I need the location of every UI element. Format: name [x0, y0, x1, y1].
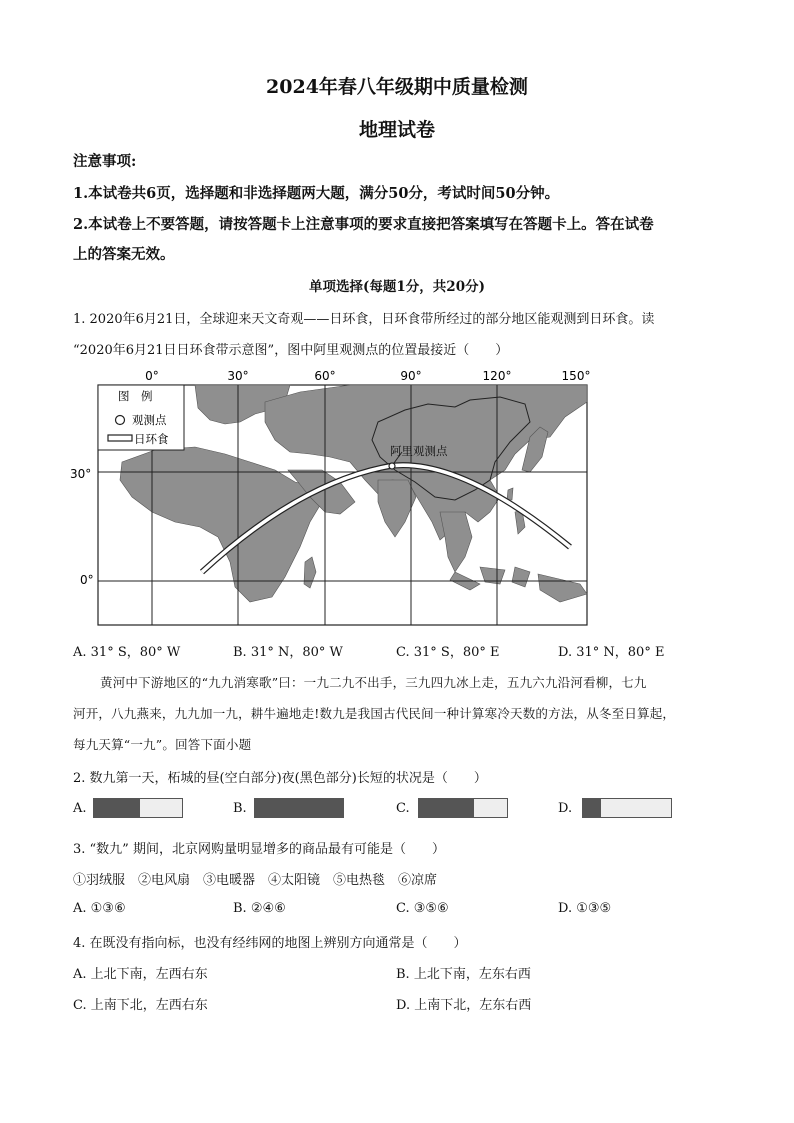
- q2-option-d-letter[interactable]: D.: [558, 801, 573, 816]
- station-marker: [389, 463, 395, 469]
- q2-option-c-letter[interactable]: C.: [396, 801, 410, 816]
- lon-label: 150°: [561, 369, 591, 383]
- legend-title: 图 例: [118, 389, 153, 403]
- q3-items: ①羽绒服 ②电风扇 ③电暖器 ④太阳镜 ⑤电热毯 ⑥凉席: [73, 873, 438, 888]
- legend-band-label: 日环食: [134, 432, 169, 446]
- q1-option-c[interactable]: C. 31° S，80° E: [396, 645, 500, 660]
- q3-option-c[interactable]: C. ③⑤⑥: [396, 901, 449, 916]
- legend-point-label: 观测点: [132, 413, 167, 427]
- lon-label: 120°: [482, 369, 512, 383]
- q2-stem: 2. 数九第一天，柘城的昼(空白部分)夜(黑色部分)长短的状况是（ ）: [73, 771, 487, 786]
- notice-item-2-cont: 上的答案无效。: [73, 246, 175, 263]
- exam-title: 2024年春八年级期中质量检测: [266, 76, 528, 98]
- q4-option-d[interactable]: D. 上南下北，左东右西: [396, 998, 532, 1013]
- q2-option-c-bar[interactable]: [418, 798, 508, 818]
- q1-stem-line2: “2020年6月21日日环食带示意图”，图中阿里观测点的位置最接近（ ）: [73, 343, 509, 358]
- q4-option-a[interactable]: A. 上北下南，左西右东: [73, 967, 208, 982]
- q2-option-a-letter[interactable]: A.: [73, 801, 87, 816]
- q1-option-a[interactable]: A. 31° S，80° W: [73, 645, 181, 660]
- q4-stem: 4. 在既没有指向标，也没有经纬网的地图上辨别方向通常是（ ）: [73, 936, 467, 951]
- q2-option-d-bar[interactable]: [582, 798, 672, 818]
- legend-band-icon: [108, 435, 132, 441]
- q3-option-a[interactable]: A. ①③⑥: [73, 901, 126, 916]
- lat-label: 0°: [80, 573, 94, 587]
- q4-option-c[interactable]: C. 上南下北，左西右东: [73, 998, 208, 1013]
- passage-line2: 河开，八九燕来，九九加一九，耕牛遍地走!数九是我国古代民间一种计算寒冷天数的方法，从冬至日算起，: [73, 706, 676, 721]
- lon-label: 90°: [400, 369, 422, 383]
- lon-label: 30°: [227, 369, 249, 383]
- q2-option-a-bar[interactable]: [93, 798, 183, 818]
- passage-line1: 黄河中下游地区的“九九消寒歌”曰：一九二九不出手，三九四九冰上走，五九六九沿河看柳，七九: [100, 675, 647, 690]
- station-label: 阿里观测点: [390, 444, 448, 458]
- night-portion: [419, 799, 474, 817]
- notice-item-1: 1.本试卷共6页，选择题和非选择题两大题，满分50分，考试时间50分钟。: [73, 185, 560, 202]
- lat-label: 30°: [70, 467, 92, 481]
- night-portion: [94, 799, 140, 817]
- exam-subtitle: 地理试卷: [358, 119, 435, 141]
- night-portion: [583, 799, 601, 817]
- q2-option-b-letter[interactable]: B.: [233, 801, 247, 816]
- lon-label: 0°: [145, 369, 159, 383]
- notice-item-2: 2.本试卷上不要答题，请按答题卡上注意事项的要求直接把答案填写在答题卡上。答在试卷: [73, 216, 654, 233]
- q1-option-b[interactable]: B. 31° N，80° W: [233, 645, 343, 660]
- passage-line3: 每九天算“一九”。回答下面小题: [73, 737, 252, 752]
- legend-point-icon: [116, 416, 125, 425]
- q2-option-b-bar[interactable]: [254, 798, 344, 818]
- q1-stem-line1: 1. 2020年6月21日，全球迎来天文奇观——日环食，日环食带所经过的部分地区能观测到日环食。读: [73, 312, 655, 327]
- q4-option-b[interactable]: B. 上北下南，左东右西: [396, 967, 531, 982]
- lon-label: 60°: [314, 369, 336, 383]
- section-title: 单项选择(每题1分，共20分): [309, 279, 485, 295]
- q3-option-d[interactable]: D. ①③⑤: [558, 901, 612, 916]
- q3-stem: 3. “数九” 期间，北京网购量明显增多的商品最有可能是（ ）: [73, 842, 445, 857]
- map-legend: [98, 385, 184, 450]
- q3-option-b[interactable]: B. ②④⑥: [233, 901, 286, 916]
- q1-option-d[interactable]: D. 31° N，80° E: [558, 645, 665, 660]
- eclipse-map: [60, 362, 620, 637]
- notice-heading: 注意事项:: [73, 153, 137, 170]
- night-portion: [255, 799, 343, 817]
